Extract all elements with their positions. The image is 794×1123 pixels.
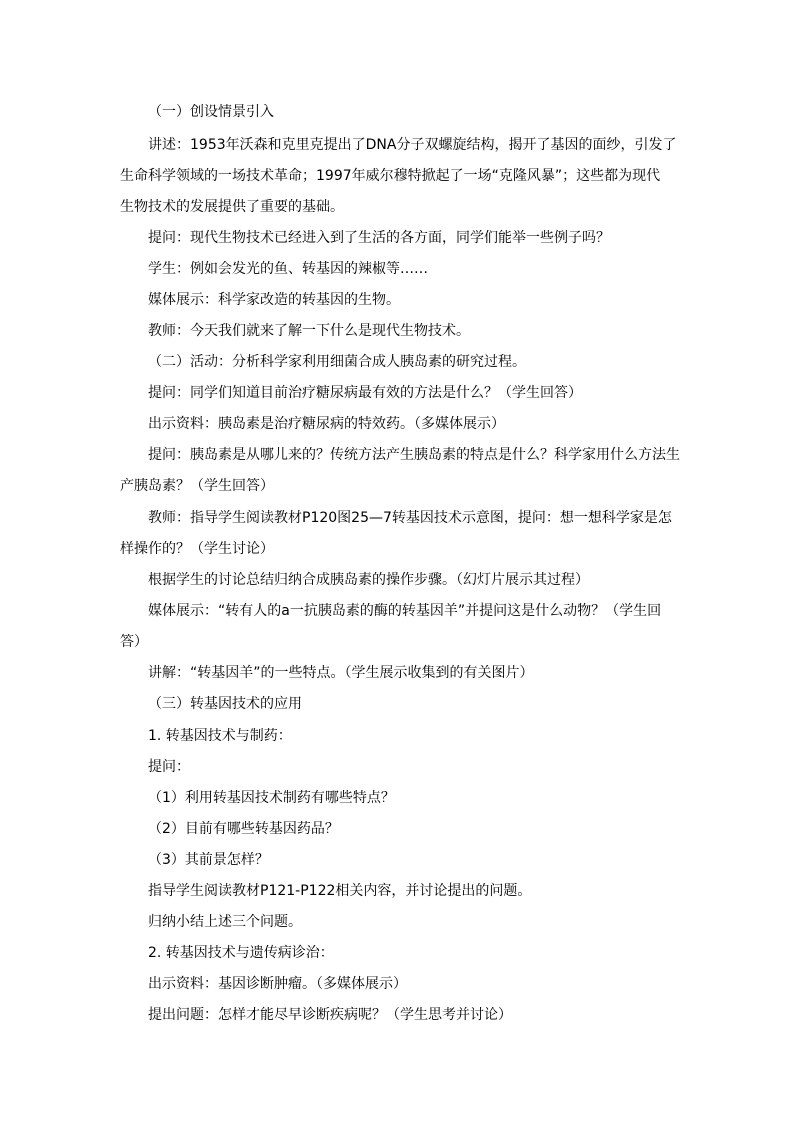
paragraph-line: 出示资料：胰岛素是治疗糖尿病的特效药。（多媒体展示） <box>148 416 505 432</box>
paragraph-line: 媒体展示：“转有人的a一抗胰岛素的酶的转基因羊”并提问这是什么动物？（学生回 <box>148 603 662 619</box>
section-heading-3: （三）转基因技术的应用 <box>148 696 302 712</box>
paragraph-line: 讲述：1953年沃森和克里克提出了DNA分子双螺旋结构，揭开了基因的面纱，引发了 <box>148 137 677 153</box>
paragraph-line: 生物技术的发展提供了重要的基础。 <box>120 199 344 215</box>
paragraph-line: 提出问题：怎样才能尽早诊断疾病呢？（学生思考并讨论） <box>148 1007 512 1023</box>
section-heading-1: （一）创设情景引入 <box>148 104 274 120</box>
list-item: （3）其前景怎样？ <box>148 852 269 868</box>
paragraph-line: 提问：同学们知道目前治疗糖尿病最有效的方法是什么？（学生回答） <box>148 385 582 401</box>
paragraph-line: 生命科学领域的一场技术革命；1997年威尔穆特掀起了一场“克隆风暴”；这些都为现代 <box>120 168 661 184</box>
subheading: 1. 转基因技术与制药： <box>148 728 292 744</box>
paragraph-line: 教师：指导学生阅读教材P120图25—7转基因技术示意图，提问：想一想科学家是怎 <box>148 510 672 526</box>
paragraph-line: 指导学生阅读教材P121-P122相关内容，并讨论提出的问题。 <box>148 883 532 899</box>
subheading: 2. 转基因技术与遗传病诊治： <box>148 945 334 961</box>
paragraph-line: 产胰岛素？（学生回答） <box>120 478 274 494</box>
list-item: （1）利用转基因技术制药有哪些特点？ <box>148 790 395 806</box>
section-heading-2: （二）活动：分析科学家利用细菌合成人胰岛素的研究过程。 <box>148 354 526 370</box>
paragraph-line: 提问：现代生物技术已经进入到了生活的各方面，同学们能举一些例子吗？ <box>148 230 610 246</box>
paragraph-line: 归纳小结上述三个问题。 <box>148 914 302 930</box>
paragraph-line: 出示资料：基因诊断肿瘤。（多媒体展示） <box>148 976 407 992</box>
paragraph-line: 提问：胰岛素是从哪儿来的？传统方法产生胰岛素的特点是什么？科学家用什么方法生 <box>148 447 680 463</box>
paragraph-line: 根据学生的讨论总结归纳合成胰岛素的操作步骤。（幻灯片展示其过程） <box>148 572 589 588</box>
paragraph-line: 学生：例如会发光的鱼、转基因的辣椒等…… <box>148 261 428 277</box>
paragraph-line: 讲解：“转基因羊”的一些特点。（学生展示收集到的有关图片） <box>148 665 534 681</box>
paragraph-line: 提问： <box>148 759 190 775</box>
paragraph-line: 答） <box>120 634 148 650</box>
paragraph-line: 媒体展示：科学家改造的转基因的生物。 <box>148 292 400 308</box>
list-item: （2）目前有哪些转基因药品？ <box>148 821 339 837</box>
paragraph-line: 样操作的？（学生讨论） <box>120 541 274 557</box>
paragraph-line: 教师：今天我们就来了解一下什么是现代生物技术。 <box>148 323 470 339</box>
